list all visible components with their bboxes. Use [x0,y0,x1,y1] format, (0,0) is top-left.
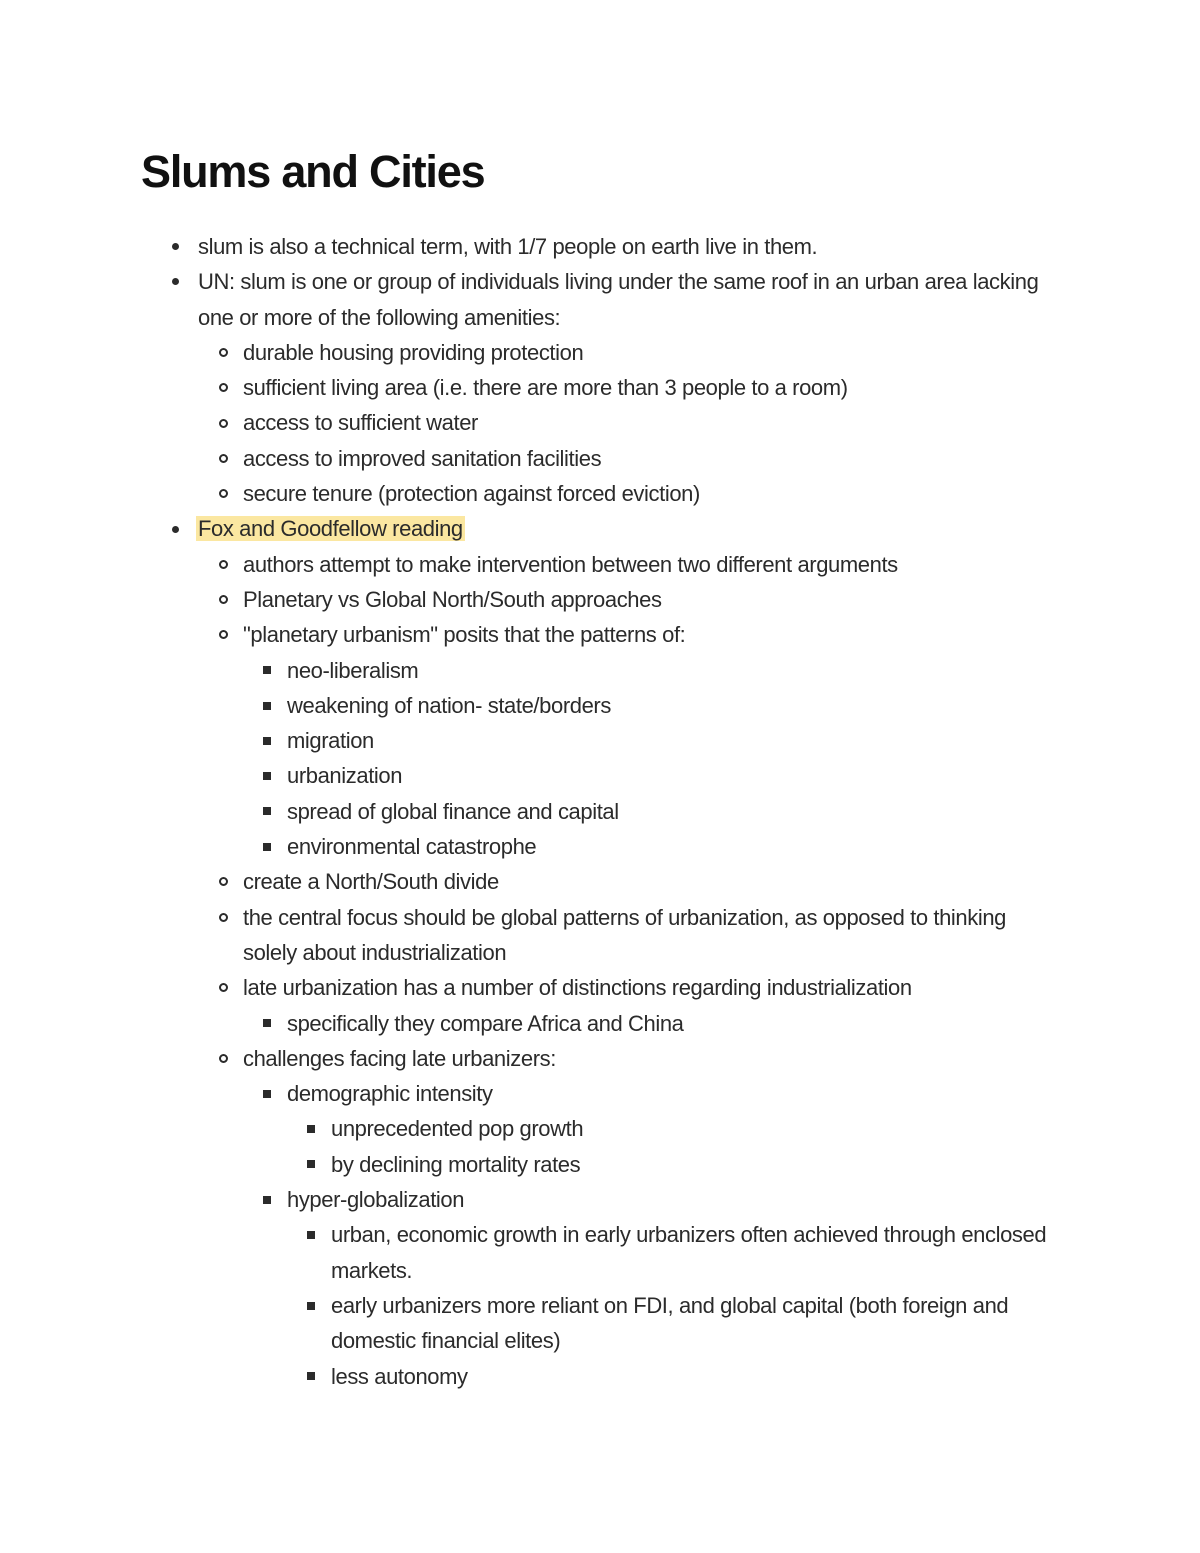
bullet-circle-icon [215,900,231,935]
list-item [243,476,1043,511]
list-item [287,794,1047,829]
list-item-text: UN: slum is one or group of individuals living under the same roof in an urban area lacking one or more of the following amenities: [198,269,1039,330]
bullet-square-icon [259,688,275,723]
list-item-text: slum is also a technical term, with 1/7 people on earth live in them. [198,234,818,259]
list-item-text: demographic intensity [287,1081,493,1107]
list-item-text: less autonomy [331,1363,468,1389]
bullet-square-icon [259,653,275,688]
list-item [243,970,1043,1005]
bullet-circle-icon [215,617,231,652]
bullet-circle-icon [215,405,231,440]
list-item [331,1359,1061,1394]
bullet-circle-icon [215,547,231,582]
list-item-text: urban, economic growth in early urbanizers often achieved through enclosed markets. [331,1222,1047,1283]
notes-list [0,229,1200,1394]
list-item [198,264,1048,335]
bullet-circle-icon [215,1041,231,1076]
list-item-text: by declining mortality rates [331,1151,581,1177]
list-item-text: spread of global finance and capital [287,798,619,824]
list-item-text: challenges facing late urbanizers: [243,1045,556,1071]
bullet-circle-icon [215,370,231,405]
bullet-dot-icon [167,511,183,546]
bullet-circle-icon [215,335,231,370]
bullet-circle-icon [215,864,231,899]
highlighted-item-text: Fox and Goodfellow reading [198,516,463,542]
bullet-circle-icon [215,970,231,1005]
list-item-text: weakening of nation- state/borders [287,692,611,718]
list-item-text: early urbanizers more reliant on FDI, and global capital (both foreign and domestic financial elites) [331,1292,1009,1354]
list-item [243,335,1043,370]
list-item [287,653,1047,688]
list-item-text: urbanization [287,763,403,789]
page-title: Slums and Cities [141,146,485,197]
list-item [287,723,1047,758]
list-item [243,1041,1043,1076]
bullet-dot-icon [167,264,183,299]
list-item [287,1006,1047,1041]
list-item [243,405,1043,440]
bullet-square-icon [259,758,275,793]
bullet-square-icon [303,1288,319,1323]
list-item [243,547,1043,582]
bullet-square-icon [259,1006,275,1041]
bullet-square-icon [303,1111,319,1146]
bullet-square-icon [303,1217,319,1252]
list-item-text: environmental catastrophe [287,834,537,860]
list-item [198,511,1048,546]
bullet-circle-icon [215,476,231,511]
list-item-text: neo-liberalism [287,657,419,683]
list-item-text: specifically they compare Africa and China [287,1010,684,1036]
list-item [243,617,1043,652]
bullet-square-icon [303,1359,319,1394]
list-item [287,758,1047,793]
list-item [243,441,1043,476]
list-item-text: migration [287,728,374,754]
list-item-text: hyper-globalization [287,1187,465,1213]
list-item-text: late urbanization has a number of distinctions regarding industrialization [243,975,912,1001]
list-item-text: Planetary vs Global North/South approaches [243,586,662,612]
list-item [243,864,1043,899]
list-item [331,1288,1061,1359]
list-item-text: secure tenure (protection against forced eviction) [243,481,700,507]
list-item [287,688,1047,723]
bullet-square-icon [259,829,275,864]
bullet-square-icon [259,1182,275,1217]
bullet-square-icon [303,1147,319,1182]
list-item-text: access to improved sanitation facilities [243,445,602,471]
bullet-dot-icon [167,229,183,264]
list-item-text: the central focus should be global patterns of urbanization, as opposed to thinking solely about industrialization [243,904,1007,965]
list-item [243,370,1043,405]
list-item [243,900,1043,971]
bullet-circle-icon [215,441,231,476]
list-item [331,1111,1061,1146]
list-item-text: authors attempt to make intervention between two different arguments [243,551,898,577]
bullet-circle-icon [215,582,231,617]
list-item [287,1182,1047,1217]
list-item-text: access to sufficient water [243,410,478,436]
list-item-text: durable housing providing protection [243,339,584,365]
bullet-square-icon [259,723,275,758]
list-item-text: create a North/South divide [243,869,499,895]
list-item [243,582,1043,617]
bullet-square-icon [259,794,275,829]
list-item [287,1076,1047,1111]
bullet-square-icon [259,1076,275,1111]
list-item [331,1217,1061,1288]
list-item [287,829,1047,864]
list-item [198,229,1048,264]
list-item-text: sufficient living area (i.e. there are more than 3 people to a room) [243,375,848,401]
list-item [331,1147,1061,1182]
list-item-text: unprecedented pop growth [331,1116,584,1142]
list-item-text: "planetary urbanism" posits that the patterns of: [243,622,686,648]
